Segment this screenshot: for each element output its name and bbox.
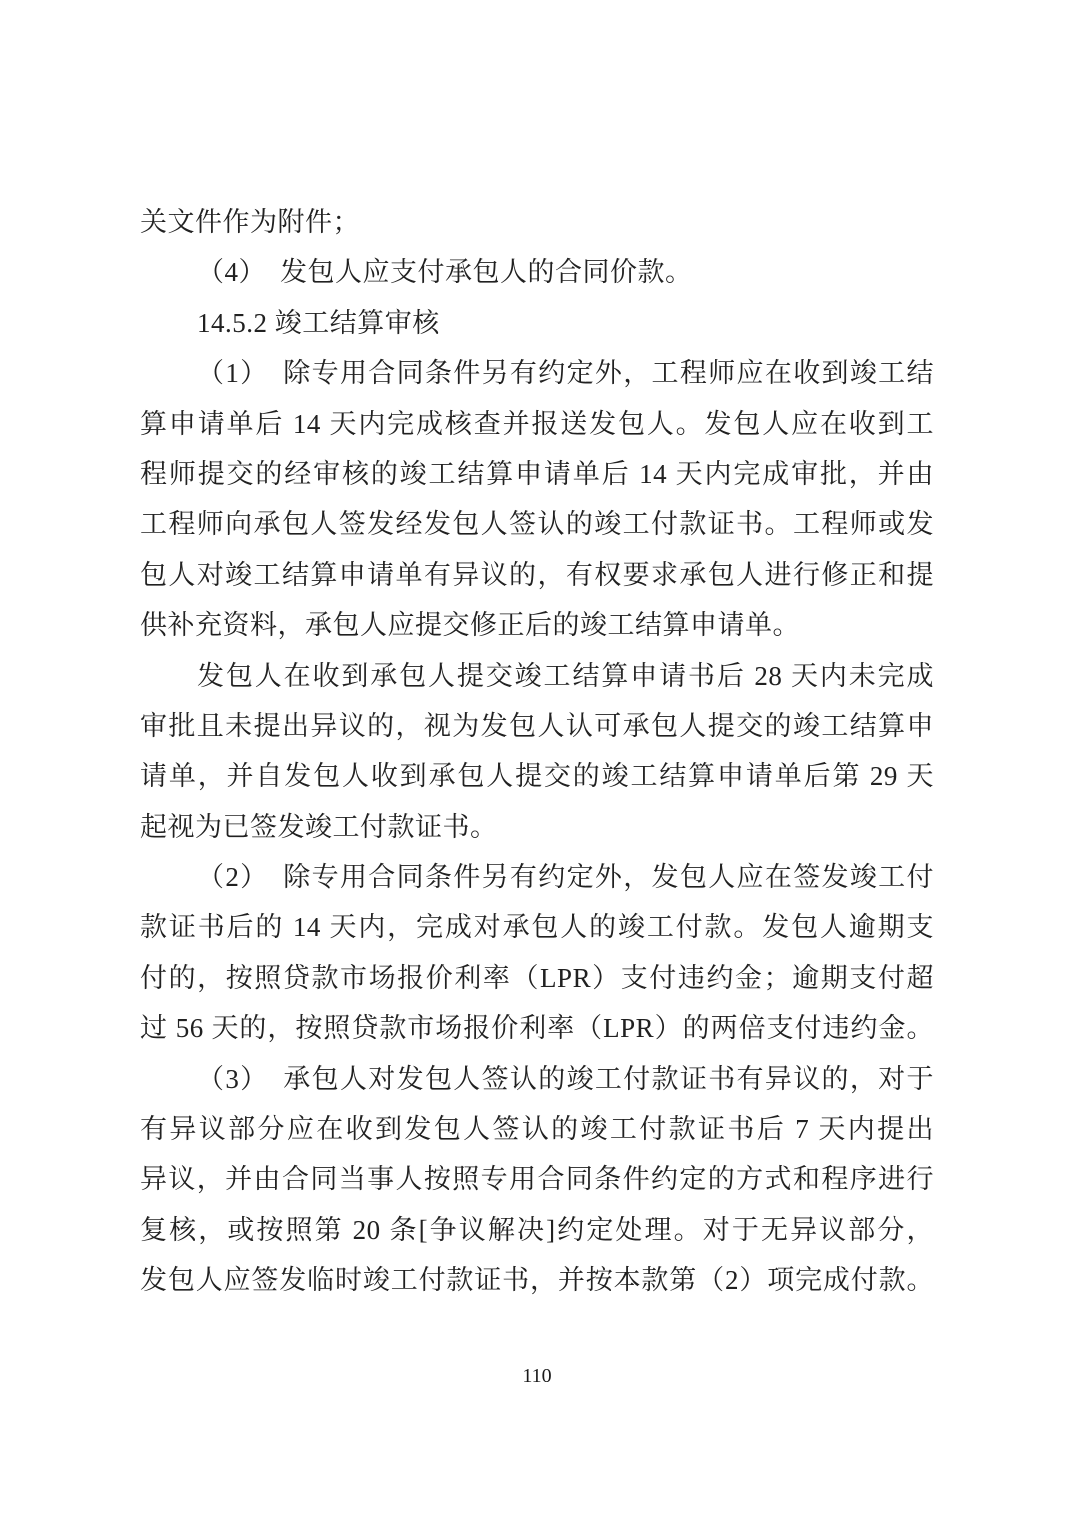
text-line: 算申请单后 14 天内完成核查并报送发包人。发包人应在收到工 [140,408,934,439]
paragraph-deemed-approval [140,651,934,853]
paragraph-item-1 [140,348,934,650]
text-line: 工程师向承包人签发经发包人签认的竣工付款证书。工程师或发 [140,509,934,540]
text-line: 付的，按照贷款市场报价利率（LPR）支付违约金；逾期支付超 [140,962,934,993]
page-footer [0,1363,1074,1389]
text-line: （4） 发包人应支付承包人的合同价款。 [197,257,693,288]
text-line: 发包人在收到承包人提交竣工结算申请书后 28 天内未完成 [197,660,934,691]
heading-14-5-2 [140,298,934,348]
text-line: 关文件作为附件； [140,207,360,237]
text-line: 包人对竣工结算申请单有异议的，有权要求承包人进行修正和提 [140,559,934,590]
text-line: 供补充资料，承包人应提交修正后的竣工结算申请单。 [140,610,800,641]
text-line: （2） 除专用合同条件另有约定外，发包人应在签发竣工付 [197,862,934,893]
text-line: 款证书后的 14 天内，完成对承包人的竣工付款。发包人逾期支 [140,912,934,943]
text-line: （3） 承包人对发包人签认的竣工付款证书有异议的，对于 [197,1063,934,1094]
paragraph-item-4 [140,247,934,297]
text-line: 程师提交的经审核的竣工结算申请单后 14 天内完成审批，并由 [140,458,934,489]
text-line: 14.5.2 竣工结算审核 [197,307,440,338]
paragraph-item-3 [140,1054,934,1306]
text-line: 异议，并由合同当事人按照专用合同条件约定的方式和程序进行 [140,1164,934,1195]
text-line: 复核，或按照第 20 条[争议解决]约定处理。对于无异议部分， [140,1214,934,1245]
text-line: 过 56 天的，按照贷款市场报价利率（LPR）的两倍支付违约金。 [140,1013,934,1044]
text-line: 请单，并自发包人收到承包人提交的竣工结算申请单后第 29 天 [140,761,934,792]
text-line: 起视为已签发竣工付款证书。 [140,811,498,842]
text-block [140,197,934,1306]
paragraph-continuation [140,197,934,247]
text-line: （1） 除专用合同条件另有约定外，工程师应在收到竣工结 [197,358,934,389]
text-line: 有异议部分应在收到发包人签认的竣工付款证书后 7 天内提出 [140,1114,934,1145]
page-number: 110 [522,1365,552,1387]
text-line: 发包人应签发临时竣工付款证书，并按本款第（2）项完成付款。 [140,1265,934,1296]
paragraph-item-2 [140,852,934,1054]
text-line: 审批且未提出异议的，视为发包人认可承包人提交的竣工结算申 [140,710,934,741]
